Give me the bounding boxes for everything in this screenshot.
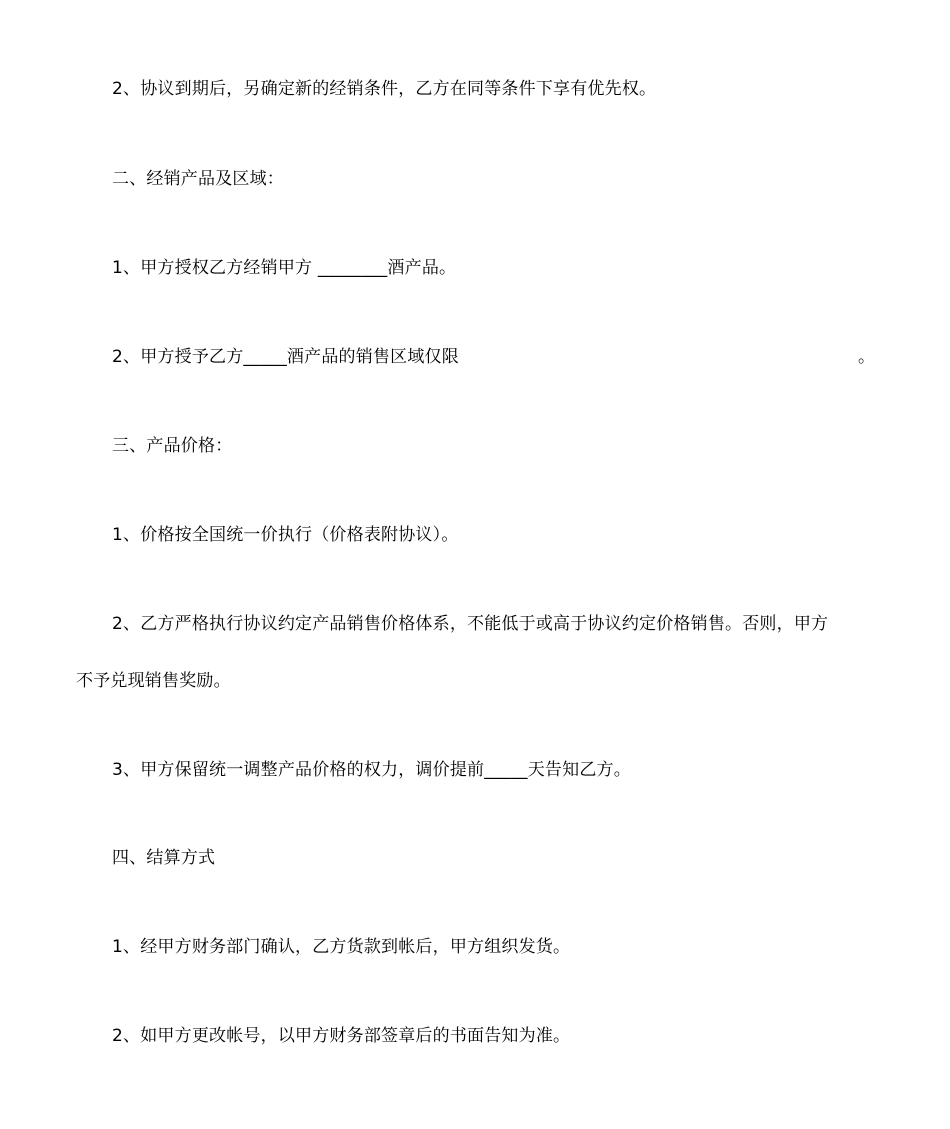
section-heading-settlement: 四、结算方式 <box>112 848 216 868</box>
clause-sales-region-end-mark: 。 <box>858 347 876 367</box>
clause-price-system-line-2: 不予兑现销售奖励。 <box>76 671 231 691</box>
clause-sales-region: 2、甲方授予乙方_____酒产品的销售区域仅限 <box>112 347 459 367</box>
clause-price-system-line-1: 2、乙方严格执行协议约定产品销售价格体系，不能低于或高于协议约定价格销售。否则，甲方 <box>112 614 829 634</box>
clause-unified-price: 1、价格按全国统一价执行（价格表附协议）。 <box>112 525 459 545</box>
clause-authorized-products: 1、甲方授权乙方经销甲方 ________酒产品。 <box>112 258 457 278</box>
section-heading-products-region: 二、经销产品及区域： <box>112 169 284 189</box>
clause-priority-renewal: 2、协议到期后，另确定新的经销条件，乙方在同等条件下享有优先权。 <box>112 79 657 99</box>
clause-account-change: 2、如甲方更改帐号，以甲方财务部签章后的书面告知为准。 <box>112 1026 571 1046</box>
clause-price-adjustment: 3、甲方保留统一调整产品价格的权力，调价提前_____天告知乙方。 <box>112 760 631 780</box>
section-heading-product-price: 三、产品价格： <box>112 436 233 456</box>
clause-payment-confirmation: 1、经甲方财务部门确认，乙方货款到帐后，甲方组织发货。 <box>112 937 571 957</box>
